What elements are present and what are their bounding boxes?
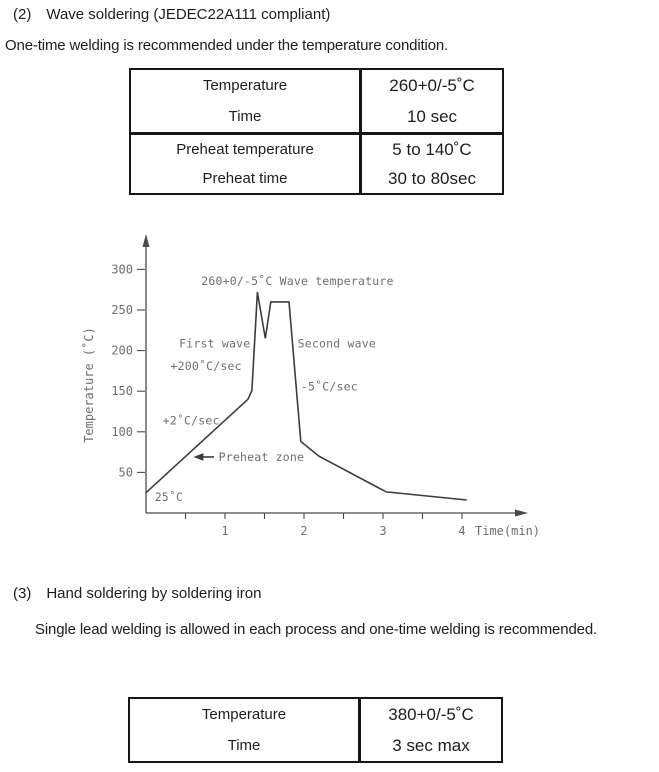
table-row-value: 3 sec max bbox=[358, 730, 501, 761]
start-temperature-label: 25˚C bbox=[154, 489, 184, 504]
profile-curve bbox=[146, 292, 467, 500]
table-row-label: Preheat time bbox=[202, 170, 288, 187]
table-row-label: Time bbox=[227, 737, 261, 754]
first-wave-rate-label: +200˚C/sec bbox=[170, 359, 242, 374]
x-tick-label: 3 bbox=[379, 524, 387, 538]
table-row bbox=[131, 70, 502, 101]
y-tick-label: 200 bbox=[111, 343, 133, 358]
y-tick-label: 300 bbox=[111, 262, 133, 277]
y-tick-label: 250 bbox=[111, 303, 133, 317]
section-2-body-text: One-time welding is recommended under the temperature condition. bbox=[5, 37, 449, 54]
preheat-zone-arrow bbox=[193, 453, 214, 461]
second-wave-label: Second wave bbox=[297, 336, 377, 351]
y-tick-label: 100 bbox=[111, 424, 133, 439]
chart-annotations bbox=[155, 273, 394, 504]
table-row bbox=[130, 730, 501, 761]
hand-soldering-condition-table bbox=[128, 697, 503, 763]
section-3-body-text: Single lead welding is allowed in each process and one-time welding is recommended. bbox=[35, 621, 598, 638]
y-axis-title: Temperature (˚C) bbox=[82, 327, 96, 443]
table-row-label: Temperature bbox=[201, 706, 287, 723]
x-tick-label: 2 bbox=[300, 524, 308, 538]
wave-soldering-profile-chart bbox=[78, 230, 548, 542]
preheat-rate-label: +2˚C/sec bbox=[162, 413, 220, 428]
section-3-number: (3) bbox=[13, 585, 32, 602]
table-row-value: 30 to 80sec bbox=[359, 164, 502, 193]
x-tick-label: 4 bbox=[458, 524, 466, 538]
x-axis-title: Time(min) bbox=[475, 524, 541, 538]
wave-soldering-condition-table bbox=[129, 68, 504, 195]
profile-chart-svg bbox=[78, 230, 548, 542]
table-row bbox=[131, 132, 502, 164]
table-row bbox=[130, 699, 501, 730]
table-row-label: Preheat temperature bbox=[176, 141, 314, 158]
table-row-value: 10 sec bbox=[359, 101, 502, 132]
table-row-value: 380+0/-5˚C bbox=[358, 699, 501, 730]
table-row bbox=[131, 164, 502, 193]
first-wave-label: First wave bbox=[179, 336, 251, 351]
y-axis-ticks bbox=[111, 262, 145, 479]
section-2-title: Wave soldering (JEDEC22A111 compliant) bbox=[46, 6, 331, 23]
wave-temperature-label: 260+0/-5˚C Wave temperature bbox=[201, 273, 394, 288]
x-tick-label: 1 bbox=[221, 524, 229, 538]
table-row bbox=[131, 101, 502, 132]
section-3-title: Hand soldering by soldering iron bbox=[46, 585, 262, 602]
table-row-label: Time bbox=[228, 108, 262, 125]
y-tick-label: 150 bbox=[111, 384, 133, 399]
x-axis-ticks bbox=[186, 513, 466, 538]
table-row-label: Temperature bbox=[202, 77, 288, 94]
preheat-zone-label: Preheat zone bbox=[218, 449, 305, 464]
table-row-value: 260+0/-5˚C bbox=[359, 70, 502, 101]
table-row-value: 5 to 140˚C bbox=[359, 135, 502, 164]
y-tick-label: 50 bbox=[118, 465, 133, 480]
section-2-number: (2) bbox=[13, 6, 32, 23]
section-2-heading bbox=[13, 6, 330, 23]
section-3-heading bbox=[13, 585, 261, 602]
cooling-rate-label: -5˚C/sec bbox=[300, 379, 358, 394]
